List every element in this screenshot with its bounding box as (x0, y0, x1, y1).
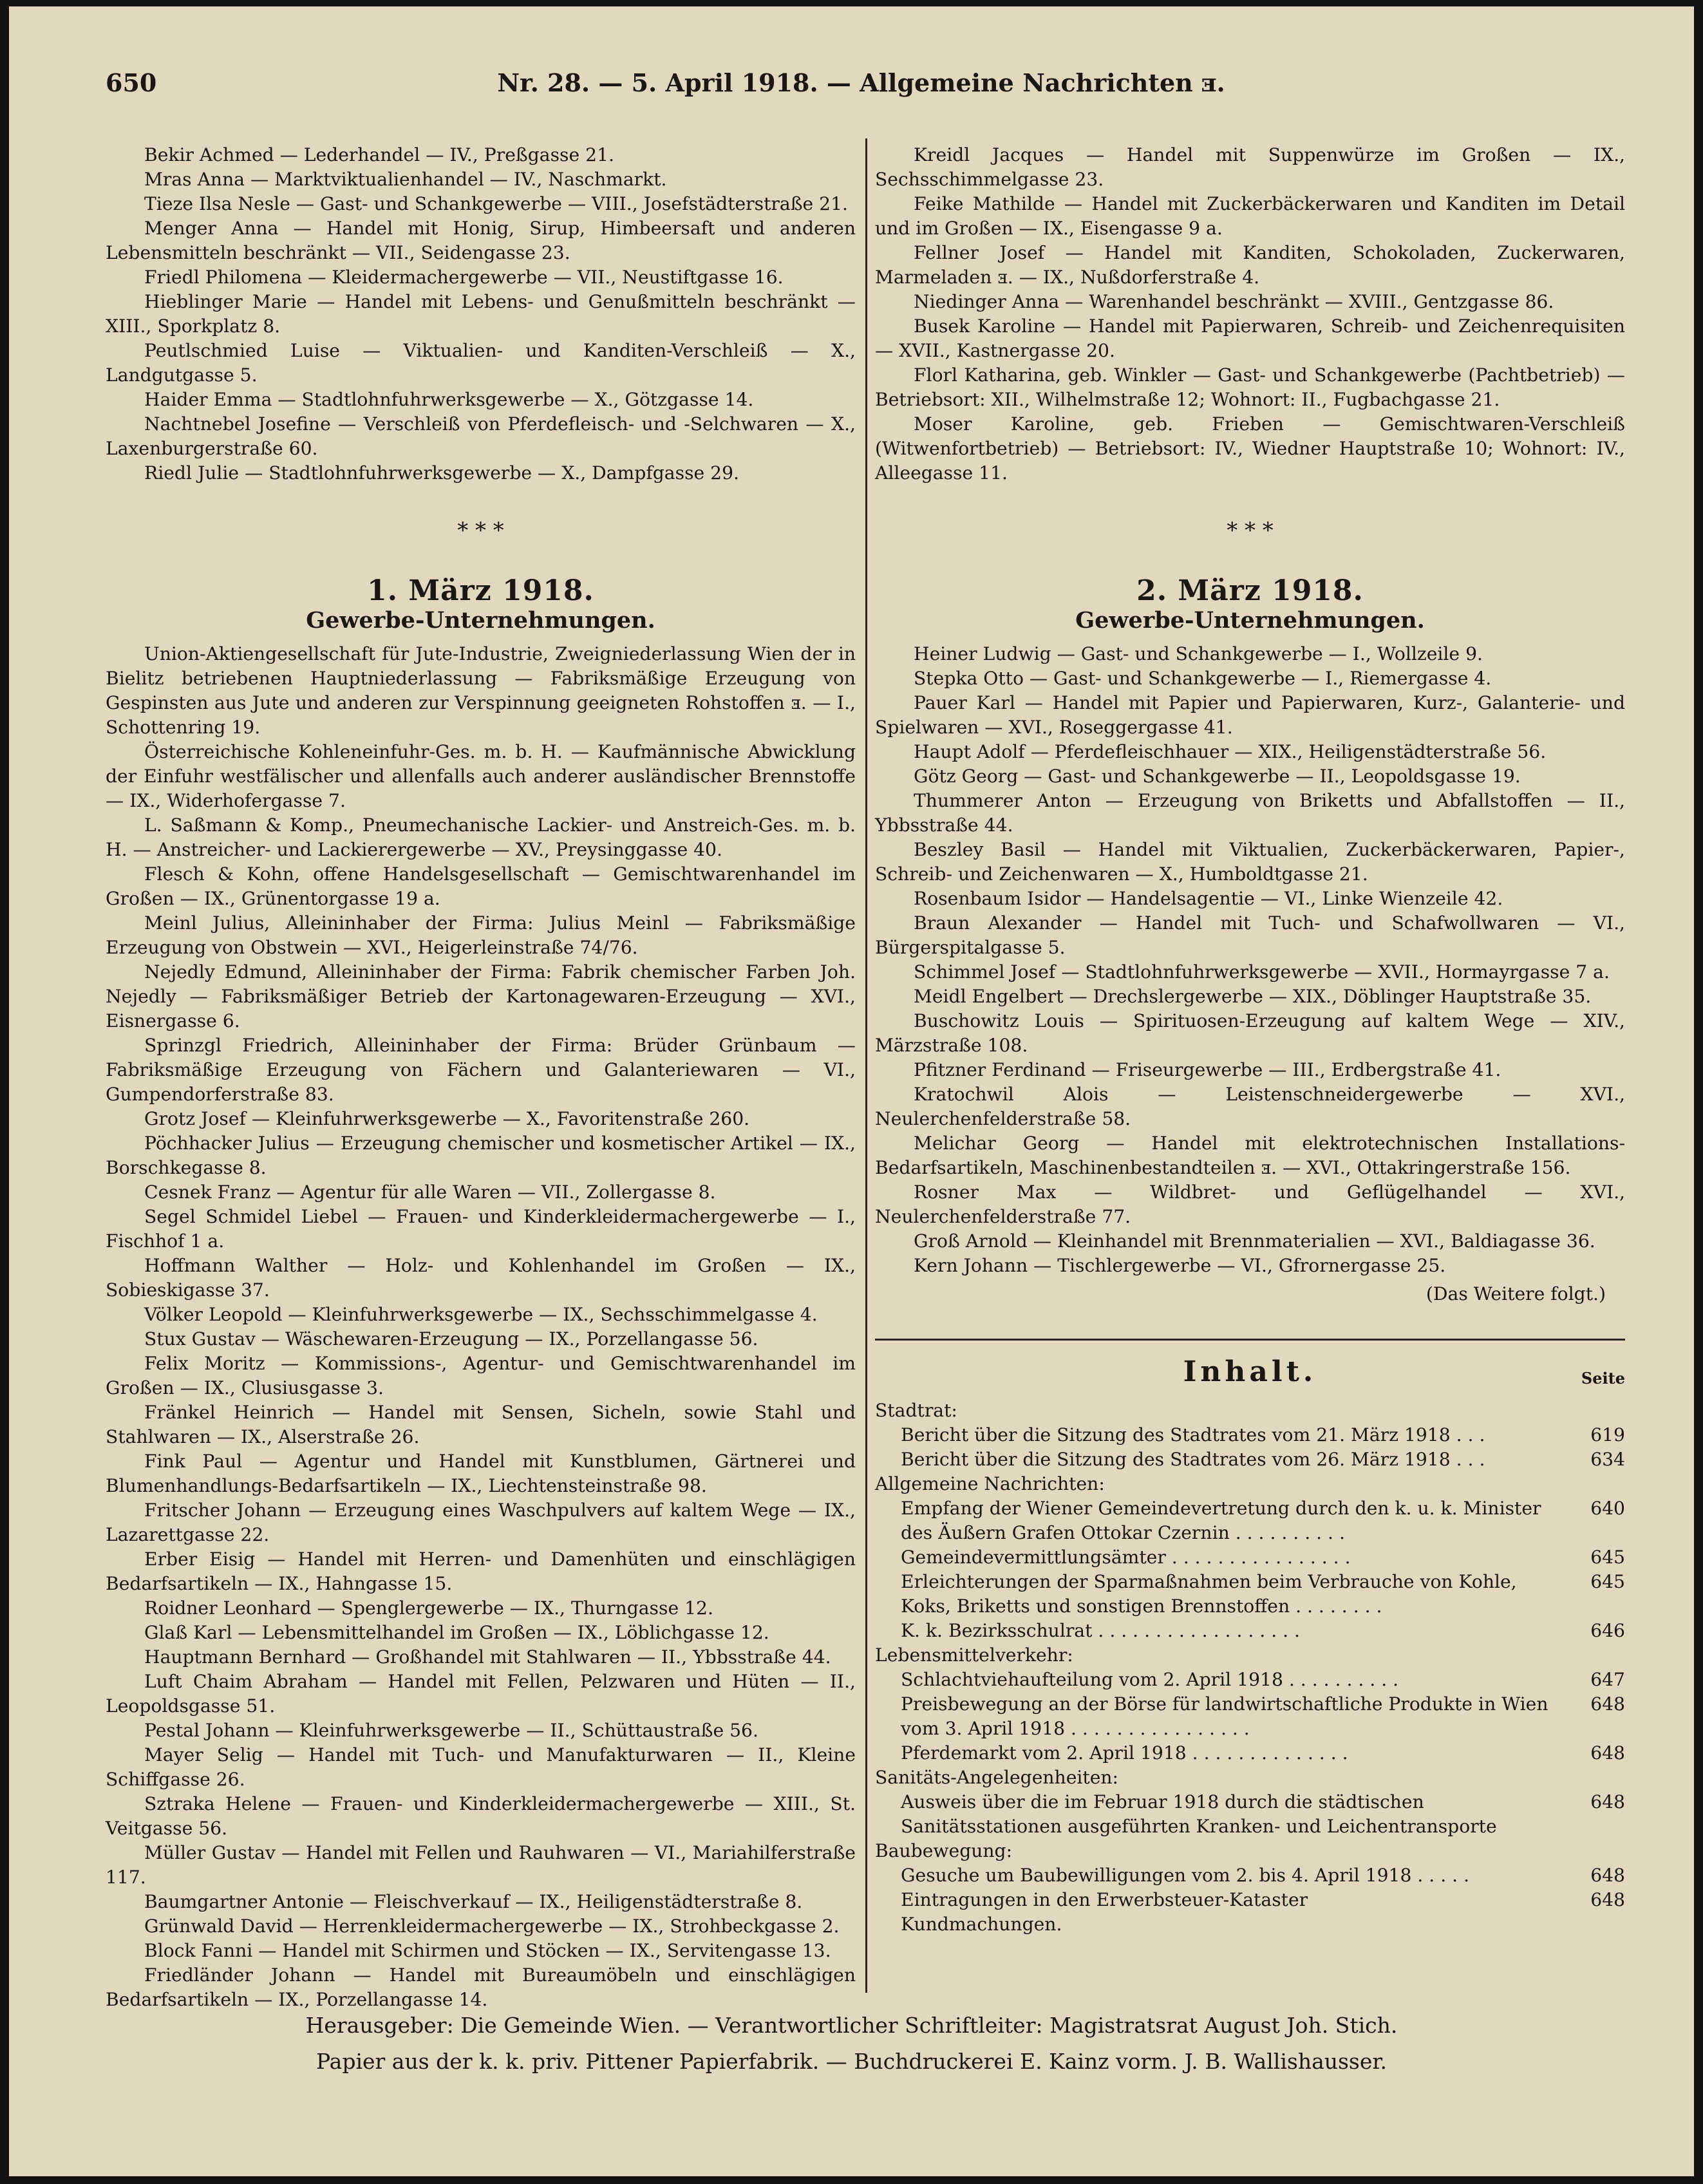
toc-entry-title: Empfang der Wiener Gemeindevertretung durch den k. u. k. Minister des Äußern Grafen Ottokar Czernin . . . . . . . . . . (901, 1498, 1541, 1543)
date-heading: 2. März 1918. (1136, 574, 1364, 607)
entry-list (875, 642, 1625, 1278)
list-item: Grotz Josef — Kleinfuhrwerksgewerbe — X., Favoritenstraße 260. (144, 1108, 750, 1129)
toc-entry-page: 619 (1590, 1424, 1625, 1445)
list-item: Völker Leopold — Kleinfuhrwerksgewerbe — IX., Sechsschimmelgasse 4. (144, 1304, 818, 1325)
toc-entry-page: 648 (1590, 1742, 1625, 1764)
list-item: Glaß Karl — Lebensmittelhandel im Großen — IX., Löblichgasse 12. (144, 1622, 769, 1643)
running-header (106, 68, 1617, 107)
list-item: Fritscher Johann — Erzeugung eines Waschpulvers auf kaltem Wege — IX., Lazarettgasse 22. (106, 1500, 856, 1545)
toc-entry-page: 645 (1590, 1547, 1625, 1568)
list-item: Friedl Philomena — Kleidermachergewerbe — VII., Neustiftgasse 16. (144, 267, 784, 288)
list-item: Hauptmann Bernhard — Großhandel mit Stahlwaren — II., Ybbsstraße 44. (144, 1646, 831, 1668)
list-item: Tieze Ilsa Nesle — Gast- und Schankgewerbe — VIII., Josefstädterstraße 21. (144, 193, 849, 214)
toc-entry-title: Pferdemarkt vom 2. April 1918 . . . . . . . . . . . . . . (901, 1742, 1348, 1764)
list-item: Riedl Julie — Stadtlohnfuhrwerksgewerbe — X., Dampfgasse 29. (144, 462, 740, 484)
list-item: Fellner Josef — Handel mit Kanditen, Schokoladen, Zuckerwaren, Marmeladen ⱻ. — IX., Nußdorferstraße 4. (875, 242, 1625, 288)
toc-entry-page: 648 (1590, 1889, 1625, 1910)
table-of-contents (875, 1355, 1625, 1937)
list-item: Schimmel Josef — Stadtlohnfuhrwerksgewerbe — XVII., Hormayrgasse 7 a. (914, 961, 1610, 983)
toc-entry (875, 1790, 1625, 1839)
list-item: Flesch & Kohn, offene Handelsgesellschaft — Gemischtwarenhandel im Großen — IX., Grünentorgasse 19 a. (106, 863, 856, 909)
toc-entry-page: 648 (1590, 1865, 1625, 1886)
toc-category: Stadtrat: (875, 1400, 957, 1421)
toc-entry-page: 640 (1590, 1498, 1625, 1519)
list-item: Rosenbaum Isidor — Handelsagentie — VI., Linke Wienzeile 42. (914, 888, 1503, 909)
imprint-footer (9, 2008, 1694, 2080)
toc-entry (875, 1888, 1625, 1912)
list-item: Roidner Leonhard — Spenglergewerbe — IX., Thurngasse 12. (144, 1597, 713, 1619)
toc-entry-title: Bericht über die Sitzung des Stadtrates vom 21. März 1918 . . . (901, 1424, 1485, 1445)
toc-entry-title: Gesuche um Baubewilligungen vom 2. bis 4. April 1918 . . . . . (901, 1865, 1469, 1886)
section-subheading: Gewerbe-Unternehmungen. (306, 607, 655, 634)
list-item: Braun Alexander — Handel mit Tuch- und Schafwollwaren — VI., Bürgerspitalgasse 5. (875, 912, 1625, 958)
toc-category: Baubewegung: (875, 1840, 1013, 1861)
list-item: Segel Schmidel Liebel — Frauen- und Kinderkleidermachergewerbe — I., Fischhof 1 a. (106, 1206, 856, 1252)
list-item: Beszley Basil — Handel mit Viktualien, Zuckerbäckerwaren, Papier-, Schreib- und Zeichenwaren — X., Humboldtgasse 21. (875, 839, 1625, 885)
toc-rule (875, 1339, 1625, 1341)
toc-entry-title: K. k. Bezirksschulrat . . . . . . . . . . . . . . . . . . (901, 1620, 1301, 1641)
list-item: Mayer Selig — Handel mit Tuch- und Manufakturwaren — II., Kleine Schiffgasse 26. (106, 1744, 856, 1790)
list-item: Florl Katharina, geb. Winkler — Gast- und Schankgewerbe (Pachtbetrieb) — Betriebsort: XII., Wilhelmstraße 12; Wohnort: II., Fugbachgasse 21. (875, 364, 1625, 410)
list-item: Pestal Johann — Kleinfuhrwerksgewerbe — II., Schüttaustraße 56. (144, 1720, 758, 1741)
left-column (106, 143, 856, 2012)
toc-entry (875, 1863, 1625, 1888)
toc-entry-title: Erleichterungen der Sparmaßnahmen beim Verbrauche von Kohle, Koks, Briketts und sonstigen Brennstoffen . . . . . . . . (901, 1571, 1517, 1617)
toc-body (875, 1398, 1625, 1937)
list-item: Kern Johann — Tischlergewerbe — VI., Gfrornergasse 25. (914, 1255, 1446, 1276)
list-item: Fränkel Heinrich — Handel mit Sensen, Sicheln, sowie Stahl und Stahlwaren — IX., Alserstraße 26. (106, 1402, 856, 1447)
list-item: Götz Georg — Gast- und Schankgewerbe — II., Leopoldsgasse 19. (914, 766, 1521, 787)
imprint-line-printer: Papier aus der k. k. priv. Pittener Papierfabrik. — Buchdruckerei E. Kainz vorm. J. B. Wallishausser. (315, 2049, 1388, 2074)
list-item: Stepka Otto — Gast- und Schankgewerbe — I., Riemergasse 4. (914, 668, 1492, 689)
list-item: Buschowitz Louis — Spirituosen-Erzeugung auf kaltem Wege — XIV., Märzstraße 108. (875, 1010, 1625, 1056)
list-item: Österreichische Kohleneinfuhr-Ges. m. b. H. — Kaufmännische Abwicklung der Einfuhr westfälischer und allenfalls auch anderer ausländischer Brennstoffe — IX., Widerhofergasse 7. (106, 741, 856, 811)
list-item: Hieblinger Marie — Handel mit Lebens- und Genußmitteln beschränkt — XIII., Sporkplatz 8. (106, 291, 856, 337)
list-item: Pauer Karl — Handel mit Papier und Papierwaren, Kurz-, Galanterie- und Spielwaren — XVI., Roseggergasse 41. (875, 692, 1625, 738)
toc-entry-title: Bericht über die Sitzung des Stadtrates vom 26. März 1918 . . . (901, 1449, 1485, 1470)
section-stars: * * * (457, 518, 504, 543)
toc-category: Lebensmittelverkehr: (875, 1644, 1073, 1666)
list-item: Melichar Georg — Handel mit elektrotechnischen Installations-Bedarfsartikeln, Maschinenbestandteilen ⱻ. — XVI., Ottakringerstraße 156. (875, 1133, 1625, 1178)
imprint-line-publisher: Herausgeber: Die Gemeinde Wien. — Verantwortlicher Schriftleiter: Magistratsrat August Joh. Stich. (305, 2013, 1398, 2038)
list-item: Feike Mathilde — Handel mit Zuckerbäckerwaren und Kanditen im Detail und im Großen — IX., Eisengasse 9 a. (875, 193, 1625, 239)
toc-entry-page: 647 (1590, 1669, 1625, 1690)
list-item: Haupt Adolf — Pferdefleischhauer — XIX., Heiligenstädterstraße 56. (914, 741, 1547, 762)
toc-entry-page: 645 (1590, 1571, 1625, 1592)
section-stars: * * * (1227, 518, 1274, 543)
list-item: Luft Chaim Abraham — Handel mit Fellen, Pelzwaren und Hüten — II., Leopoldsgasse 51. (106, 1671, 856, 1717)
date-heading: 1. März 1918. (367, 574, 594, 607)
list-item: Kreidl Jacques — Handel mit Suppenwürze im Großen — IX., Sechsschimmelgasse 23. (875, 144, 1625, 190)
list-item: L. Saßmann & Komp., Pneumechanische Lackier- und Anstreich-Ges. m. b. H. — Anstreicher- und Lackierergewerbe — XV., Preysinggasse 40. (106, 814, 856, 860)
toc-entry-page: 648 (1590, 1791, 1625, 1812)
list-item: Friedländer Johann — Handel mit Bureaumöbeln und einschlägigen Bedarfsartikeln — IX., Porzellangasse 14. (106, 1964, 856, 2010)
list-item: Menger Anna — Handel mit Honig, Sirup, Himbeersaft und anderen Lebensmitteln beschränkt — VII., Seidengasse 23. (106, 218, 856, 263)
list-item: Pöchhacker Julius — Erzeugung chemischer und kosmetischer Artikel — IX., Borschkegasse 8. (106, 1133, 856, 1178)
toc-entry (875, 1619, 1625, 1643)
list-item: Hoffmann Walther — Holz- und Kohlenhandel im Großen — IX., Sobieskigasse 37. (106, 1255, 856, 1301)
list-item: Bekir Achmed — Lederhandel — IV., Preßgasse 21. (144, 144, 614, 165)
toc-entry (875, 1668, 1625, 1692)
list-item: Nejedly Edmund, Alleininhaber der Firma: Fabrik chemischer Farben Joh. Nejedly — Fabriksmäßiger Betrieb der Kartonagewaren-Erzeugung — XVI., Eisnergasse 6. (106, 961, 856, 1031)
continued-note: (Das Weitere folgt.) (1425, 1283, 1606, 1304)
toc-entry-title: Ausweis über die im Februar 1918 durch die städtischen Sanitätsstationen ausgeführten Kranken- und Leichentransporte (901, 1791, 1497, 1837)
list-item: Grünwald David — Herrenkleidermachergewerbe — IX., Strohbeckgasse 2. (144, 1916, 840, 1937)
column-divider (865, 138, 867, 1993)
toc-category: Sanitäts-Angelegenheiten: (875, 1767, 1119, 1788)
list-item: Union-Aktiengesellschaft für Jute-Industrie, Zweigniederlassung Wien der in Bielitz betriebenen Hauptniederlassung — Fabriksmäßige Erzeugung von Gespinsten aus Jute und anderen zur Verspinnung geeigneten Rohstoffen ⱻ. — I., Schottenring 19. (106, 643, 856, 738)
toc-entry (875, 1496, 1625, 1545)
toc-entry-title: Kundmachungen. (901, 1914, 1062, 1935)
list-item: Mras Anna — Marktviktualienhandel — IV., Naschmarkt. (144, 169, 667, 190)
list-item: Niedinger Anna — Warenhandel beschränkt — XVIII., Gentzgasse 86. (914, 291, 1554, 312)
toc-page-label: Seite (1581, 1369, 1625, 1388)
list-item: Stux Gustav — Wäschewaren-Erzeugung — IX., Porzellangasse 56. (144, 1328, 758, 1350)
list-item: Kratochwil Alois — Leistenschneidergewerbe — XVI., Neulerchenfelderstraße 58. (875, 1084, 1625, 1129)
list-item: Peutlschmied Luise — Viktualien- und Kanditen-Verschleiß — X., Landgutgasse 5. (106, 340, 856, 386)
toc-entry-title: Eintragungen in den Erwerbsteuer-Kataster (901, 1889, 1308, 1910)
toc-category: Allgemeine Nachrichten: (875, 1473, 1105, 1494)
list-item: Rosner Max — Wildbret- und Geflügelhandel — XVI., Neulerchenfelderstraße 77. (875, 1181, 1625, 1227)
entry-list-top (875, 143, 1625, 485)
list-item: Meidl Engelbert — Drechslergewerbe — XIX., Döblinger Hauptstraße 35. (914, 986, 1592, 1007)
list-item: Thummerer Anton — Erzeugung von Briketts und Abfallstoffen — II., Ybbsstraße 44. (875, 790, 1625, 836)
list-item: Groß Arnold — Kleinhandel mit Brennmaterialien — XVI., Baldiagasse 36. (914, 1230, 1595, 1252)
toc-entry (875, 1447, 1625, 1472)
toc-entry (875, 1423, 1625, 1447)
list-item: Cesnek Franz — Agentur für alle Waren — VII., Zollergasse 8. (144, 1181, 716, 1203)
list-item: Sprinzgl Friedrich, Alleininhaber der Firma: Brüder Grünbaum — Fabriksmäßige Erzeugung von Fächern und Galanteriewaren — VI., Gumpendorferstraße 83. (106, 1035, 856, 1105)
list-item: Erber Eisig — Handel mit Herren- und Damenhüten und einschlägigen Bedarfsartikeln — IX., Hahngasse 15. (106, 1549, 856, 1594)
toc-entry (875, 1692, 1625, 1741)
toc-entry (875, 1741, 1625, 1765)
toc-entry (875, 1912, 1625, 1937)
page-number: 650 (106, 68, 157, 97)
list-item: Felix Moritz — Kommissions-, Agentur- und Gemischtwarenhandel im Großen — IX., Clusiusgasse 3. (106, 1353, 856, 1398)
list-item: Müller Gustav — Handel mit Fellen und Rauhwaren — VI., Mariahilferstraße 117. (106, 1842, 856, 1888)
toc-entry-title: Gemeindevermittlungsämter . . . . . . . . . . . . . . . . (901, 1547, 1351, 1568)
toc-entry (875, 1570, 1625, 1619)
toc-entry (875, 1545, 1625, 1570)
toc-entry-page: 648 (1590, 1693, 1625, 1715)
entry-list-top (106, 143, 856, 485)
list-item: Pfitzner Ferdinand — Friseurgewerbe — III., Erdbergstraße 41. (914, 1059, 1501, 1080)
newspaper-page (9, 6, 1694, 2176)
list-item: Block Fanni — Handel mit Schirmen und Stöcken — IX., Servitengasse 13. (144, 1940, 831, 1961)
section-subheading: Gewerbe-Unternehmungen. (1075, 607, 1425, 634)
list-item: Haider Emma — Stadtlohnfuhrwerksgewerbe — X., Götzgasse 14. (144, 389, 754, 410)
list-item: Baumgartner Antonie — Fleischverkauf — IX., Heiligenstädterstraße 8. (144, 1891, 803, 1912)
toc-entry-page: 634 (1590, 1449, 1625, 1470)
list-item: Fink Paul — Agentur und Handel mit Kunstblumen, Gärtnerei und Blumenhandlungs-Bedarfsartikeln — IX., Liechtensteinstraße 98. (106, 1451, 856, 1496)
toc-title: Inhalt. (1183, 1355, 1317, 1388)
toc-entry-page: 646 (1590, 1620, 1625, 1641)
toc-entry-title: Preisbewegung an der Börse für landwirtschaftliche Produkte in Wien vom 3. April 1918 . . . . . . . . . . . . . . . . (901, 1693, 1548, 1739)
list-item: Meinl Julius, Alleininhaber der Firma: Julius Meinl — Fabriksmäßige Erzeugung von Obstwein — XVI., Heigerleinstraße 74/76. (106, 912, 856, 958)
list-item: Busek Karoline — Handel mit Papierwaren, Schreib- und Zeichenrequisiten — XVII., Kastnergasse 20. (875, 315, 1625, 361)
toc-entry-title: Schlachtviehaufteilung vom 2. April 1918 . . . . . . . . . . (901, 1669, 1399, 1690)
right-column (875, 143, 1625, 1937)
toc-entry-page (1567, 1912, 1625, 1937)
entry-list (106, 642, 856, 2012)
toc-header (875, 1355, 1625, 1398)
list-item: Heiner Ludwig — Gast- und Schankgewerbe — I., Wollzeile 9. (914, 643, 1483, 664)
list-item: Sztraka Helene — Frauen- und Kinderkleidermachergewerbe — XIII., St. Veitgasse 56. (106, 1793, 856, 1839)
issue-title: Nr. 28. — 5. April 1918. — Allgemeine Nachrichten ⱻ. (497, 68, 1225, 97)
list-item: Nachtnebel Josefine — Verschleiß von Pferdefleisch- und -Selchwaren — X., Laxenburgerstraße 60. (106, 413, 856, 459)
list-item: Moser Karoline, geb. Frieben — Gemischtwaren-Verschleiß (Witwenfortbetrieb) — Betriebsort: IV., Wiedner Hauptstraße 10; Wohnort: IV., Alleegasse 11. (875, 413, 1625, 484)
